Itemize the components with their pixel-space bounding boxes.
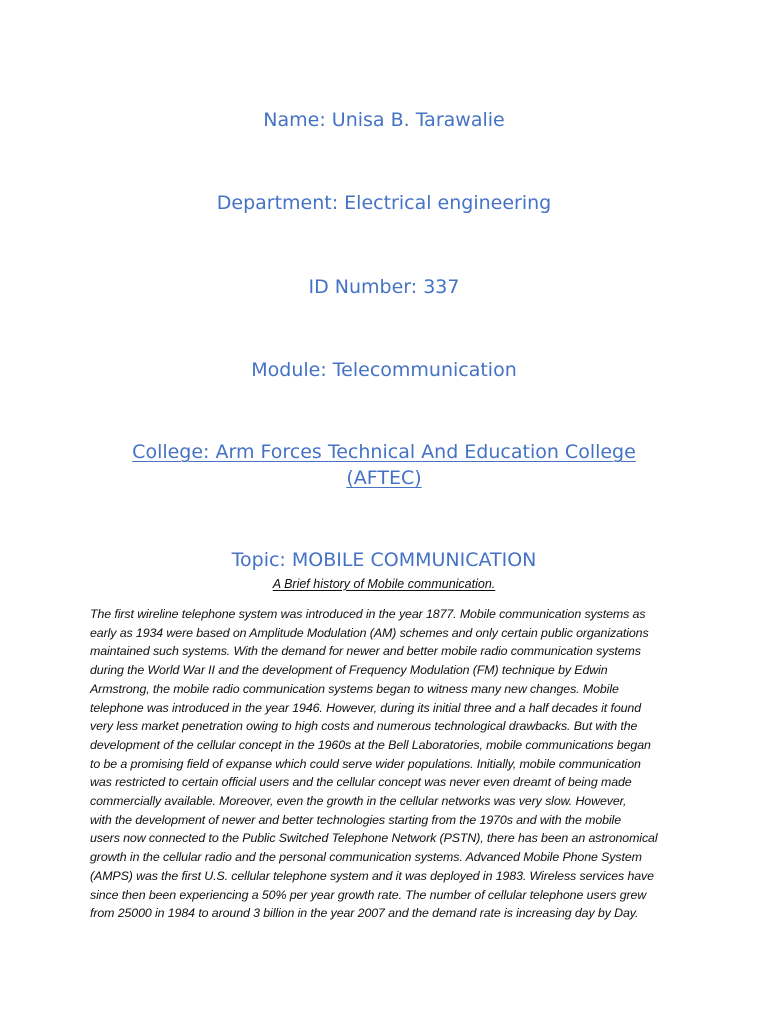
topic-text: Topic: MOBILE COMMUNICATION — [231, 549, 537, 571]
body-line: commercially available. Moreover, even the growth in the cellular networks was very slow. However, — [90, 794, 627, 809]
body-line: users now connected to the Public Switched Telephone Network (PSTN), there has been an astronomical — [90, 831, 658, 846]
body-line: development of the cellular concept in the 1960s at the Bell Laboratories, mobile communications began — [90, 737, 651, 752]
section-subtitle: A Brief history of Mobile communication. — [272, 577, 496, 591]
student-name-heading — [0, 107, 768, 133]
body-line: The first wireline telephone system was introduced in the year 1877. Mobile communication systems as — [90, 607, 646, 621]
student-name-text: Name: Unisa B. Tarawalie — [263, 109, 505, 131]
module-heading — [0, 357, 768, 383]
body-line: during the World War II and the development of Frequency Modulation (FM) technique by Edwin — [90, 663, 608, 678]
body-line: early as 1934 were based on Amplitude Modulation (AM) schemes and only certain public organizations — [90, 625, 649, 640]
body-line: was restricted to certain official users and the cellular concept was never even dreamt of being made — [90, 775, 632, 790]
body-line: Armstrong, the mobile radio communication systems began to witness many new changes. Mobile — [90, 681, 619, 696]
body-line: maintained such systems. With the demand for newer and better mobile radio communication systems — [90, 644, 641, 659]
college-heading — [0, 439, 768, 491]
body-paragraph — [90, 605, 680, 923]
topic-heading — [0, 547, 768, 573]
id-number-text: ID Number: 337 — [308, 276, 460, 298]
college-text: College: Arm Forces Technical And Education College (AFTEC) — [132, 441, 636, 489]
department-heading — [0, 190, 768, 216]
body-line: growth in the cellular radio and the personal communication systems. Advanced Mobile Phone System — [90, 850, 642, 865]
body-line: very less market penetration owing to high costs and numerous technological drawbacks. But with the — [90, 719, 638, 734]
id-number-heading — [0, 274, 768, 300]
body-line: (AMPS) was the first U.S. cellular telephone system and it was deployed in 1983. Wireless services have — [90, 868, 654, 883]
body-line: with the development of newer and better technologies starting from the 1970s and with the mobile — [90, 812, 621, 827]
body-line: since then been experiencing a 50% per year growth rate. The number of cellular telephone users grew — [90, 887, 647, 902]
department-text: Department: Electrical engineering — [216, 192, 552, 214]
module-text: Module: Telecommunication — [251, 359, 517, 381]
body-line: from 25000 in 1984 to around 3 billion in the year 2007 and the demand rate is increasing day by Day. — [90, 906, 639, 921]
body-line: telephone was introduced in the year 1946. However, during its initial three and a half decades it found — [90, 700, 641, 715]
body-line: to be a promising field of expanse which could serve wider populations. Initially, mobile communication — [90, 756, 641, 771]
